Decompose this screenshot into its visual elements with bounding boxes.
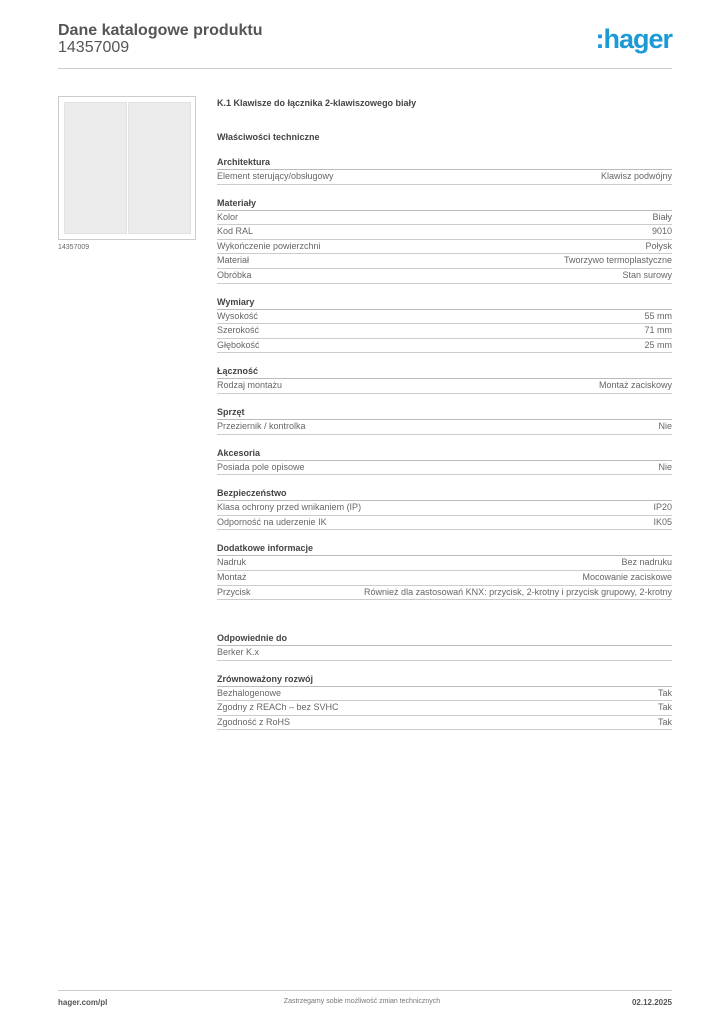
spec-value: Biały bbox=[652, 211, 672, 222]
spec-row bbox=[217, 269, 672, 284]
spec-section bbox=[217, 155, 672, 185]
spec-row bbox=[217, 310, 672, 325]
spec-label: Kod RAL bbox=[217, 226, 254, 237]
spec-value: Również dla zastosowań KNX: przycisk, 2-krotny i przycisk grupowy, 2-krotny bbox=[364, 586, 672, 597]
spec-row bbox=[217, 240, 672, 255]
spec-row bbox=[217, 324, 672, 339]
document-title: Dane katalogowe produktu bbox=[58, 22, 263, 39]
spec-value: IP20 bbox=[653, 502, 672, 513]
spec-section bbox=[217, 405, 672, 435]
spec-label: Głębokość bbox=[217, 339, 260, 350]
spec-value: Tworzywo termoplastyczne bbox=[563, 255, 672, 266]
spec-section bbox=[217, 196, 672, 284]
spec-value: Tak bbox=[657, 716, 672, 727]
spec-label: Wykończenie powierzchni bbox=[217, 240, 321, 251]
spec-label: Rodzaj montażu bbox=[217, 380, 283, 391]
section-heading: Dodatkowe informacje bbox=[217, 541, 672, 556]
section-heading: Akcesoria bbox=[217, 446, 672, 461]
tech-heading: Właściwości techniczne bbox=[217, 132, 320, 142]
spec-value: 9010 bbox=[651, 226, 672, 237]
spec-label: Zgodny z REACh – bez SVHC bbox=[217, 702, 339, 713]
rocker-right bbox=[128, 102, 191, 234]
spec-value: Stan surowy bbox=[622, 269, 672, 280]
section-heading: Bezpieczeństwo bbox=[217, 486, 672, 501]
spec-row bbox=[217, 170, 672, 185]
spec-row bbox=[217, 556, 672, 571]
spec-value: Montaż zaciskowy bbox=[598, 380, 672, 391]
spec-sections bbox=[217, 155, 672, 730]
spec-label: Element sterujący/obsługowy bbox=[217, 171, 334, 181]
section-heading: Odpowiednie do bbox=[217, 631, 672, 646]
spec-value: 71 mm bbox=[644, 325, 672, 336]
spec-value: Mocowanie zaciskowe bbox=[582, 571, 672, 582]
spec-label: Posiada pole opisowe bbox=[217, 461, 305, 472]
section-heading: Wymiary bbox=[217, 295, 672, 310]
header-divider bbox=[58, 68, 672, 69]
spec-section bbox=[217, 541, 672, 600]
spec-row bbox=[217, 501, 672, 516]
spec-row bbox=[217, 516, 672, 531]
spec-row bbox=[217, 420, 672, 435]
spec-row bbox=[217, 716, 672, 731]
spec-label: Przeziernik / kontrolka bbox=[217, 420, 306, 431]
product-title: K.1 Klawisze do łącznika 2-klawiszowego biały bbox=[217, 98, 417, 108]
hager-logo: :hager bbox=[595, 24, 672, 54]
spec-label: Obróbka bbox=[217, 269, 252, 280]
spec-row bbox=[217, 254, 672, 269]
rocker-left bbox=[64, 102, 127, 234]
spec-label: Zgodność z RoHS bbox=[217, 716, 291, 727]
spec-label: Materiał bbox=[217, 255, 250, 266]
spec-row bbox=[217, 687, 672, 702]
footer-divider bbox=[58, 990, 672, 991]
spec-label: Berker K.x bbox=[217, 647, 260, 658]
spec-section bbox=[217, 486, 672, 530]
spec-label: Wysokość bbox=[217, 310, 258, 321]
spec-value: 25 mm bbox=[644, 339, 672, 350]
spec-value: 55 mm bbox=[644, 310, 672, 321]
spec-label: Klasa ochrony przed wnikaniem (IP) bbox=[217, 502, 362, 513]
product-image bbox=[58, 96, 196, 240]
section-heading: Zrównoważony rozwój bbox=[217, 672, 672, 687]
spec-label: Przycisk bbox=[217, 586, 251, 597]
spec-section bbox=[217, 672, 672, 731]
spec-value: Bez nadruku bbox=[621, 557, 672, 568]
spec-label: Nadruk bbox=[217, 557, 247, 568]
spec-value: Połysk bbox=[645, 240, 672, 251]
spec-row bbox=[217, 646, 672, 661]
spec-value: Tak bbox=[657, 702, 672, 713]
spec-row bbox=[217, 461, 672, 476]
section-heading: Sprzęt bbox=[217, 405, 672, 420]
footer-date: 02.12.2025 bbox=[631, 998, 672, 1007]
spec-value: IK05 bbox=[653, 516, 672, 527]
spec-section bbox=[217, 364, 672, 394]
spec-label: Kolor bbox=[217, 211, 239, 222]
spec-label: Bezhalogenowe bbox=[217, 687, 282, 698]
product-number: 14357009 bbox=[58, 39, 130, 56]
spec-value: Klawisz podwójny bbox=[600, 171, 672, 181]
spec-section bbox=[217, 295, 672, 354]
footer-disclaimer: Zastrzegamy sobie możliwość zmian technicznych bbox=[283, 998, 441, 1005]
section-heading: Łączność bbox=[217, 364, 672, 379]
spec-row bbox=[217, 339, 672, 354]
footer-website[interactable]: hager.com/pl bbox=[58, 998, 108, 1007]
spec-section bbox=[217, 631, 672, 661]
spec-row bbox=[217, 211, 672, 226]
spec-label: Montaż bbox=[217, 571, 247, 582]
specs bbox=[217, 96, 672, 730]
spec-value: Nie bbox=[658, 461, 672, 472]
spec-row bbox=[217, 379, 672, 394]
section-heading: Materiały bbox=[217, 196, 672, 211]
spec-section bbox=[217, 446, 672, 476]
spec-row bbox=[217, 586, 672, 601]
spec-row bbox=[217, 571, 672, 586]
spec-row bbox=[217, 701, 672, 716]
spec-value: Tak bbox=[657, 687, 672, 698]
image-caption: 14357009 bbox=[58, 244, 90, 251]
spec-value: Nie bbox=[658, 420, 672, 431]
spec-label: Odporność na uderzenie IK bbox=[217, 516, 327, 527]
section-heading: Architektura bbox=[217, 155, 672, 170]
spec-row bbox=[217, 225, 672, 240]
spec-label: Szerokość bbox=[217, 325, 260, 336]
